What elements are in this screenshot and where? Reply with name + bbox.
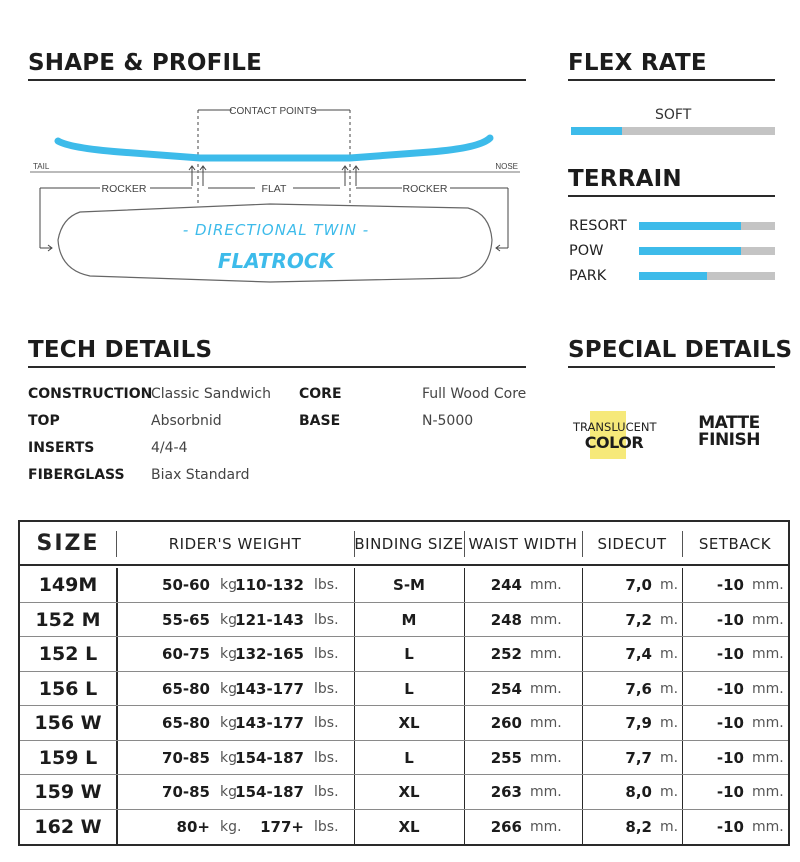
sidecut-unit: m. (660, 611, 679, 628)
fiberglass-value: Biax Standard (151, 467, 250, 483)
kg-value: 70-85 (162, 748, 210, 767)
top-value: Absorbnid (151, 413, 222, 429)
setback-unit: mm. (752, 646, 784, 662)
size-cell: 159 L (38, 746, 98, 769)
waist-unit: mm. (530, 818, 562, 835)
kg-value: 65-80 (162, 679, 210, 698)
kg-unit: kg. (220, 715, 242, 731)
lbs-unit: lbs. (314, 715, 339, 731)
terrain-heading: TERRAIN (568, 166, 682, 192)
waist-unit: mm. (530, 715, 562, 731)
special-details-rule (568, 366, 775, 368)
flex-rate-heading: FLEX RATE (568, 50, 707, 76)
construction-label: CONSTRUCTION (28, 386, 153, 402)
lbs-value: 110-132 (235, 576, 304, 594)
setback-unit: mm. (752, 680, 784, 697)
translucent-color-badge (573, 411, 655, 459)
lbs-unit: lbs. (314, 577, 339, 593)
table-body (20, 568, 788, 844)
terrain-bar-pow (639, 247, 775, 255)
flat-label: FLAT (261, 183, 287, 195)
binding-cell: XL (398, 817, 420, 836)
terrain-bar-fill (639, 247, 741, 255)
lbs-value: 177+ (260, 817, 304, 836)
setback-value: -10 (716, 576, 744, 594)
sidecut-unit: m. (660, 749, 679, 766)
matte-text: MATTE (698, 413, 760, 433)
terrain-label-pow: POW (569, 243, 604, 259)
kg-unit: kg. (220, 611, 242, 628)
sidecut-unit: m. (660, 784, 679, 800)
table-row (20, 603, 788, 638)
binding-cell: XL (398, 714, 420, 732)
base-label: BASE (299, 413, 341, 429)
binding-cell: L (404, 748, 414, 767)
contact-points-label: CONTACT POINTS (229, 106, 317, 117)
fiberglass-label: FIBERGLASS (28, 467, 125, 483)
size-cell: 162 W (34, 815, 102, 838)
waist-unit: mm. (530, 577, 562, 593)
flex-bar (571, 127, 775, 135)
lbs-unit: lbs. (314, 611, 339, 628)
table-row (20, 637, 788, 672)
rocker-left-label: ROCKER (101, 183, 147, 195)
lbs-unit: lbs. (314, 749, 339, 766)
size-cell: 159 W (34, 781, 102, 803)
flex-label: SOFT (655, 107, 692, 123)
sidecut-value: 7,7 (625, 748, 652, 767)
table-row (20, 810, 788, 845)
kg-value: 65-80 (162, 714, 210, 732)
table-row (20, 568, 788, 603)
terrain-label-park: PARK (569, 268, 607, 284)
size-table (18, 520, 790, 846)
setback-value: -10 (716, 817, 744, 836)
terrain-bar-resort (639, 222, 775, 230)
waist-value: 266 (490, 817, 522, 836)
core-label: CORE (299, 386, 342, 402)
table-row (20, 775, 788, 810)
base-value: N-5000 (422, 413, 474, 429)
core-value: Full Wood Core (422, 386, 527, 402)
terrain-rule (568, 195, 775, 197)
setback-value: -10 (716, 679, 744, 698)
binding-cell: XL (398, 783, 420, 801)
setback-unit: mm. (752, 784, 784, 800)
binding-cell: M (401, 610, 417, 629)
kg-unit: kg. (220, 784, 242, 800)
waist-unit: mm. (530, 611, 562, 628)
header-setback: SETBACK (698, 535, 772, 553)
terrain-bar-park (639, 272, 775, 280)
color-text: COLOR (584, 433, 644, 452)
header-binding: BINDING SIZE (354, 535, 464, 553)
tech-details-rule (28, 366, 526, 368)
kg-value: 50-60 (162, 576, 210, 594)
sidecut-value: 7,2 (625, 610, 652, 629)
sidecut-unit: m. (660, 646, 679, 662)
waist-unit: mm. (530, 749, 562, 766)
sidecut-unit: m. (660, 818, 679, 835)
sidecut-unit: m. (660, 680, 679, 697)
inserts-label: INSERTS (28, 440, 95, 456)
flex-bar-fill (571, 127, 622, 135)
terrain-label-resort: RESORT (569, 218, 627, 234)
sidecut-unit: m. (660, 577, 679, 593)
top-label: TOP (28, 413, 60, 429)
setback-unit: mm. (752, 818, 784, 835)
setback-value: -10 (716, 783, 744, 801)
header-weight: RIDER'S WEIGHT (168, 535, 302, 553)
lbs-value: 121-143 (235, 610, 304, 629)
lbs-value: 154-187 (235, 783, 304, 801)
header-sidecut: SIDECUT (597, 535, 667, 553)
waist-unit: mm. (530, 646, 562, 662)
kg-value: 80+ (176, 817, 210, 836)
waist-value: 260 (490, 714, 522, 732)
lbs-unit: lbs. (314, 646, 339, 662)
binding-cell: S-M (393, 576, 425, 594)
sidecut-value: 7,0 (625, 576, 652, 594)
kg-unit: kg. (220, 749, 242, 766)
lbs-value: 132-165 (235, 645, 304, 663)
waist-value: 263 (490, 783, 522, 801)
lbs-unit: lbs. (314, 818, 339, 835)
sidecut-value: 7,9 (625, 714, 652, 732)
lbs-unit: lbs. (314, 784, 339, 800)
matte-finish-badge (688, 415, 770, 449)
waist-value: 252 (490, 645, 522, 663)
setback-unit: mm. (752, 715, 784, 731)
setback-value: -10 (716, 645, 744, 663)
table-row (20, 706, 788, 741)
binding-cell: L (404, 645, 414, 663)
flex-rate-rule (568, 79, 775, 81)
header-size: SIZE (36, 531, 100, 556)
kg-value: 70-85 (162, 783, 210, 801)
sidecut-value: 7,6 (625, 679, 652, 698)
kg-unit: kg. (220, 680, 242, 697)
waist-unit: mm. (530, 784, 562, 800)
size-cell: 156 L (38, 677, 98, 700)
lbs-value: 143-177 (235, 714, 304, 732)
size-cell: 152 M (35, 608, 101, 631)
table-row (20, 741, 788, 776)
binding-cell: L (404, 679, 414, 698)
construction-value: Classic Sandwich (151, 386, 272, 402)
inserts-value: 4/4-4 (151, 440, 188, 456)
kg-unit: kg. (220, 646, 242, 662)
lbs-value: 154-187 (235, 748, 304, 767)
lbs-value: 143-177 (235, 679, 304, 698)
table-row (20, 672, 788, 707)
special-details-heading: SPECIAL DETAILS (568, 337, 793, 363)
profile-line (58, 138, 490, 158)
finish-text: FINISH (698, 430, 760, 450)
setback-value: -10 (716, 748, 744, 767)
setback-unit: mm. (752, 611, 784, 628)
setback-unit: mm. (752, 577, 784, 593)
kg-value: 60-75 (162, 645, 210, 663)
setback-value: -10 (716, 714, 744, 732)
waist-value: 254 (490, 679, 522, 698)
kg-unit: kg. (220, 818, 242, 835)
kg-value: 55-65 (162, 610, 210, 629)
size-cell: 149M (38, 574, 98, 596)
header-waist: WAIST WIDTH (468, 535, 578, 553)
setback-value: -10 (716, 610, 744, 629)
nose-label: NOSE (495, 162, 518, 171)
shape-label: - DIRECTIONAL TWIN - (182, 221, 370, 239)
table-header (20, 522, 788, 566)
terrain-bar-fill (639, 222, 741, 230)
size-cell: 152 L (38, 643, 98, 665)
waist-value: 244 (490, 576, 522, 594)
translucent-text: TRANSLUCENT (573, 420, 657, 434)
model-label: FLATROCK (217, 249, 335, 273)
profile-diagram (0, 0, 540, 300)
waist-value: 255 (490, 748, 522, 767)
rocker-right-label: ROCKER (402, 183, 448, 195)
lbs-unit: lbs. (314, 680, 339, 697)
setback-unit: mm. (752, 749, 784, 766)
shape-profile-heading: SHAPE & PROFILE (28, 50, 263, 76)
sidecut-value: 7,4 (625, 645, 652, 663)
tail-label: TAIL (33, 162, 50, 171)
kg-unit: kg. (220, 577, 242, 593)
sidecut-value: 8,2 (625, 817, 652, 836)
size-cell: 156 W (34, 712, 102, 734)
waist-unit: mm. (530, 680, 562, 697)
terrain-bar-fill (639, 272, 707, 280)
tech-details-heading: TECH DETAILS (28, 337, 213, 363)
sidecut-value: 8,0 (625, 783, 652, 801)
waist-value: 248 (490, 610, 522, 629)
sidecut-unit: m. (660, 715, 679, 731)
